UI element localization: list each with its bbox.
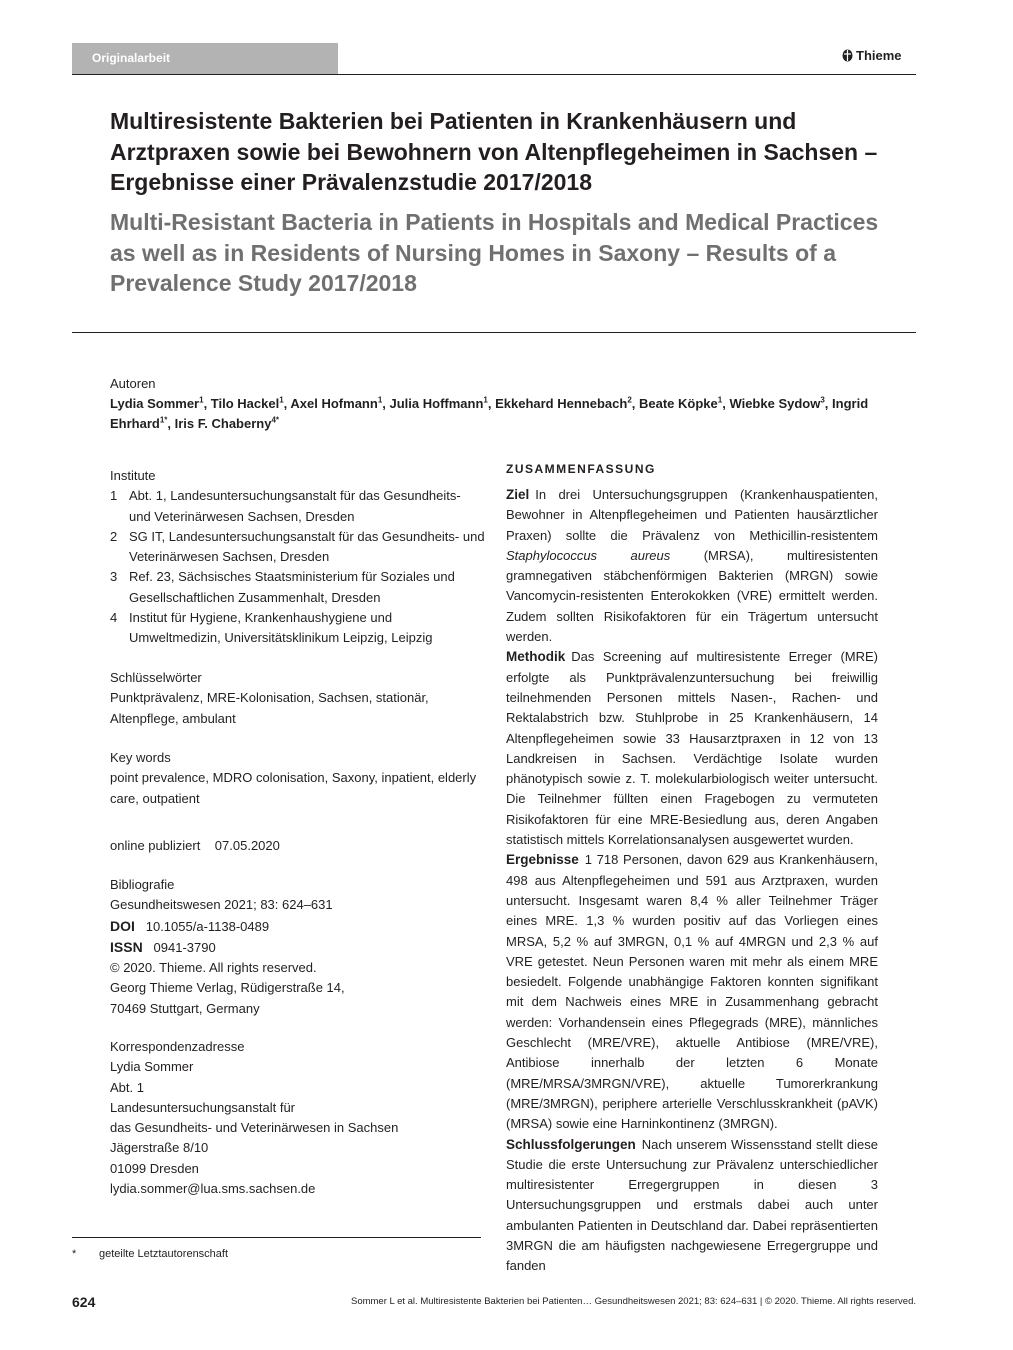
abstract-schluss: [506, 1135, 878, 1277]
publisher-logo: [842, 48, 902, 63]
institute-text: Institut für Hygiene, Krankenhaushygiene und Umweltmedizin, Universitätsklinikum Leipzig, Leipzig: [129, 610, 433, 646]
abstract-methodik: [506, 647, 878, 850]
ergebnisse-label: Ergebnisse: [506, 852, 579, 868]
institute-number: 3: [110, 569, 118, 585]
author-affiliation: 1: [483, 395, 488, 405]
institute-item: [110, 527, 485, 568]
institute-item: [110, 608, 485, 649]
bibliography-journal: Gesundheitswesen 2021; 83: 624–631: [110, 897, 333, 913]
online-published: [110, 836, 485, 856]
correspondence-line: 01099 Dresden: [110, 1160, 199, 1176]
institute-number: 4: [110, 610, 118, 626]
header-rule: [72, 74, 916, 75]
methodik-label: Methodik: [506, 649, 566, 665]
publisher-address-2: 70469 Stuttgart, Germany: [110, 1000, 260, 1016]
issn-label: ISSN: [110, 938, 143, 955]
author-affiliation: 1: [377, 395, 383, 405]
institute-number: 1: [110, 488, 118, 504]
methodik-text: Das Screening auf multiresistente Erreger (MRE) erfolgte als Punktprävalenzuntersuchung bei freiwillig teilnehmenden Personen mittels Nasen-, Rachen- und Rektalabstrich bzw. Stuhlprobe in 25 Krankenhäusern, 14 Altenpflegeheimen sowie 33 Hausarztpraxen in 12 von 13 Landkreisen in Sachsen. Verdächtige Isolate wurden phänotypisch sowie z. T. molekularbiologisch weiter untersucht. Die Teilnehmer füllten einen Fragebogen zu vermuteten Risikofaktoren für eine MRE-Besiedlung aus, deren Angaben statistisch mittels Korrelationsanalysen ausgewertet wurden.: [506, 649, 878, 848]
institute-item: [110, 486, 485, 527]
issn-value: 0941-3790: [153, 939, 216, 955]
online-date: 07.05.2020: [214, 838, 280, 853]
institute-text: SG IT, Landesuntersuchungsanstalt für das Gesundheits- und Veterinärwesen Sachsen, Dresden: [129, 528, 485, 565]
institutes-label: Institute: [110, 468, 156, 483]
footnote-rule: [72, 1237, 481, 1238]
title-english: Multi-Resistant Bacteria in Patients in Hospitals and Medical Practices as well as in Residents of Nursing Homes in Saxony – Results of a Prevalence Study 2017/2018: [110, 209, 879, 296]
footnote-text: geteilte Letztautorenschaft: [99, 1248, 229, 1260]
keywords-en-block: [110, 748, 485, 809]
footnote: [72, 1246, 228, 1262]
bibliography-issn: [110, 937, 485, 958]
institutes-list: [110, 486, 485, 648]
author-affiliation: 1: [717, 395, 723, 405]
keywords-de-label: Schlüsselwörter: [110, 670, 202, 685]
correspondence-line: Jägerstraße 8/10: [110, 1140, 209, 1156]
ziel-species: Staphylococcus aureus: [506, 547, 671, 563]
bibliography-label: Bibliografie: [110, 877, 175, 892]
author-affiliation: 1*: [159, 415, 168, 425]
abstract: [506, 459, 878, 1277]
online-label: online publiziert: [110, 838, 201, 853]
correspondence-block: [110, 1037, 485, 1199]
footnote-mark: *: [72, 1248, 77, 1260]
institute-number: 2: [110, 528, 118, 544]
author-affiliation: 1: [199, 395, 204, 405]
institute-text: Ref. 23, Sächsisches Staatsministerium für Soziales und Gesellschaftlichen Zusammenhalt, Dresden: [129, 569, 455, 605]
abstract-heading: ZUSAMMENFASSUNG: [506, 462, 656, 476]
author-name: Ingrid Ehrhard: [110, 396, 869, 432]
institute-item: [110, 567, 485, 608]
schluss-text: Nach unserem Wissensstand stellt diese Studie die erste Untersuchung zur Prävalenz unterschiedlicher multiresistenter Erregergruppen in diesen 3 Untersuchungsgruppen und erstmals dabei auch unter ambulanten Patienten in Deutschland dar. Dabei repräsentierten 3MRGN die am häufigsten nachgewiesene Erregergruppe und fanden: [506, 1136, 878, 1274]
institute-text: Abt. 1, Landesuntersuchungsanstalt für das Gesundheits- und Veterinärwesen Sachsen, Dresden: [129, 488, 461, 524]
author-name: Wiebke Sydow: [729, 396, 821, 411]
correspondence-label: Korrespondenzadresse: [110, 1039, 245, 1054]
keywords-de-block: [110, 668, 485, 729]
doi-label: DOI: [110, 917, 135, 934]
author-name: Lydia Sommer: [110, 396, 200, 411]
author-affiliation: 4*: [271, 415, 280, 425]
correspondence-line: Abt. 1: [110, 1079, 144, 1095]
authors-label: Autoren: [110, 376, 156, 391]
title-rule: [72, 332, 916, 333]
thieme-logo-icon: [842, 49, 853, 62]
institutes-block: [110, 466, 485, 649]
title-german: Multiresistente Bakterien bei Patienten in Krankenhäusern und Arztpraxen sowie bei Bewohnern von Altenpflegeheimen in Sachsen – Ergebnisse einer Prävalenzstudie 2017/2018: [110, 108, 878, 195]
ziel-text-2: (MRSA), multiresistenten gramnegativen stäbchenförmigen Bakterien (MRGN) sowie Vancomycin-resistenten Enterokokken (VRE) ermittelt werden. Zudem sollten Risikofaktoren für ein Trägertum untersucht werden.: [506, 547, 878, 645]
author-affiliation: 2: [627, 395, 632, 405]
author-name: Tilo Hackel: [210, 396, 280, 411]
keywords-en-text: point prevalence, MDRO colonisation, Saxony, inpatient, elderly care, outpatient: [110, 770, 477, 806]
keywords-en-label: Key words: [110, 750, 171, 765]
author-list: Lydia Sommer$^1$, Tilo Hackel$^1$, Axel Hofmann$^1$, Julia Hoffmann$^1$, Ekkehard Hennebach$^2$, Beate Köpke$^1$, Wiebke Sydow$^3$, Ingrid Ehrhard$^{1*}$, Iris F. Chaberny$^{4*}$: [110, 395, 869, 432]
author-name: Beate Köpke: [639, 396, 718, 411]
bibliography-block: [110, 875, 485, 1019]
keywords-de-text: Punktprävalenz, MRE-Kolonisation, Sachsen, stationär, Altenpflege, ambulant: [110, 690, 429, 726]
author-name: Ekkehard Hennebach: [495, 396, 628, 411]
correspondence-line: Lydia Sommer: [110, 1059, 194, 1075]
ergebnisse-text: 1 718 Personen, davon 629 aus Krankenhäusern, 498 aus Altenpflegeheimen und 591 aus Arztpraxen, wurden untersucht. Insgesamt waren 8,4 % aller Teilnehmer Träger eines MRE. 1,3 % wurden positiv auf das Vorliegen eines MRSA, 5,2 % auf 3MRGN, 0,1 % auf 4MRGN und 2,3 % auf VRE getestet. Neun Personen waren mit mehr als einem MRE besiedelt. Folgende unabhängige Faktoren konnten signifikant mit dem Nachweis eines MRE in Zusammenhang gebracht werden: Vorhandensein eines Pflegegrads (MRE), männliches Geschlecht (MRE/VRE), aktuelle Antibiose (MRE/VRE), Antibiose innerhalb der letzten 6 Monate (MRE/MRSA/3MRGN/VRE), aktuelle Tumorerkrankung (MRE/3MRGN), periphere arterielle Verschlusskrankheit (pAVK) (MRSA) sowie eine Harninkontinenz (3MRGN).: [506, 852, 878, 1132]
correspondence-email[interactable]: lydia.sommer@lua.sms.sachsen.de: [110, 1181, 316, 1197]
correspondence-line: Landesuntersuchungsanstalt für: [110, 1099, 296, 1115]
ziel-label: Ziel: [506, 487, 530, 502]
abstract-ziel: [506, 485, 878, 647]
running-footer: Sommer L et al. Multiresistente Bakterien bei Patienten… Gesundheitswesen 2021; 83: 624–631 | © 2020. Thieme. All rights reserved.: [350, 1296, 916, 1307]
bibliography-doi: [110, 916, 485, 937]
doi-link[interactable]: 10.1055/a-1138-0489: [145, 918, 270, 934]
author-name: Iris F. Chaberny: [174, 416, 272, 432]
ziel-text-1: In drei Untersuchungsgruppen (Krankenhauspatienten, Bewohner in Altenpflegeheimen und Patienten hausärztlicher Praxen) sollte die Prävalenz von Methicillin-resistentem: [506, 487, 878, 543]
publisher-name: Thieme: [856, 48, 902, 63]
schluss-label: Schlussfolgerungen: [506, 1136, 636, 1152]
author-affiliation: 1: [279, 395, 284, 405]
copyright-line: © 2020. Thieme. All rights reserved.: [110, 960, 317, 976]
correspondence-line: das Gesundheits- und Veterinärwesen in Sachsen: [110, 1120, 399, 1136]
page-number: 624: [72, 1294, 96, 1310]
publisher-address-1: Georg Thieme Verlag, Rüdigerstraße 14,: [110, 980, 345, 996]
author-name: Axel Hofmann: [290, 396, 378, 411]
author-name: Julia Hoffmann: [389, 396, 484, 411]
author-affiliation: 3: [820, 395, 825, 405]
section-label: Originalarbeit: [72, 43, 338, 74]
abstract-ergebnisse: [506, 850, 878, 1134]
